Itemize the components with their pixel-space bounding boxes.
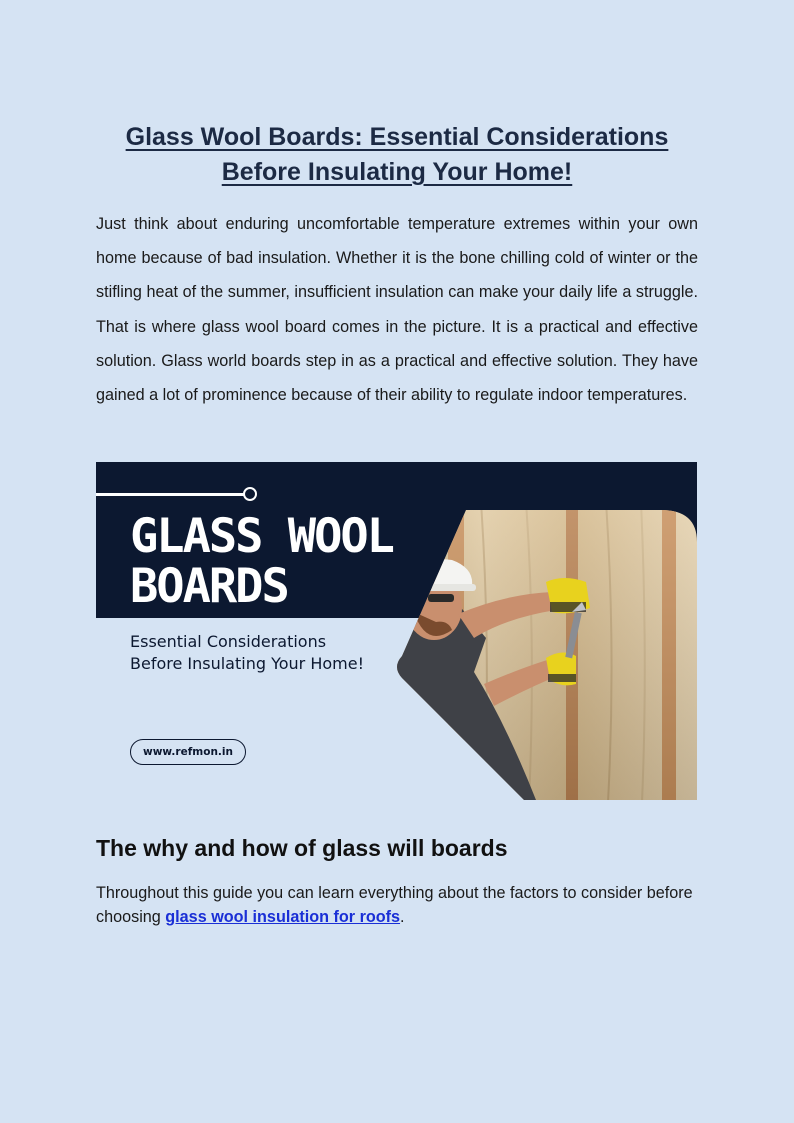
banner-subtitle-line-2: Before Insulating Your Home!	[130, 654, 364, 673]
banner-title-line-2: BOARDS	[130, 559, 288, 614]
page-title	[96, 120, 698, 190]
banner-title	[130, 509, 450, 614]
title-line-2: Before Insulating Your Home!	[221, 158, 573, 186]
glass-wool-roof-link[interactable]: glass wool insulation for roofs	[165, 908, 401, 926]
section-paragraph	[96, 881, 698, 929]
section-heading: The why and how of glass will boards	[96, 835, 508, 861]
section-text-after-link: .	[400, 908, 405, 926]
banner-image	[96, 462, 697, 800]
section-text-before-link: Throughout this guide you can learn everything about the factors to consider before choosing	[96, 884, 693, 926]
intro-paragraph: Just think about enduring uncomfortable temperature extremes within your own home because of bad insulation. Whether it is the bone chilling cold of winter or the stifling heat of the summer, insufficient insulation can make your daily life a struggle. That is where glass wool board comes in the picture. It is a practical and effective solution. Glass world boards step in as a practical and effective solution. They have gained a lot of prominence because of their ability to regulate indoor temperatures.	[96, 215, 698, 405]
banner-subtitle-line-1: Essential Considerations	[130, 632, 327, 651]
banner-subtitle	[130, 631, 430, 675]
banner-title-line-1: GLASS WOOL	[130, 509, 393, 564]
banner-url-badge: www.refmon.in	[130, 739, 246, 765]
title-line-1: Glass Wool Boards: Essential Considerations	[125, 123, 669, 151]
